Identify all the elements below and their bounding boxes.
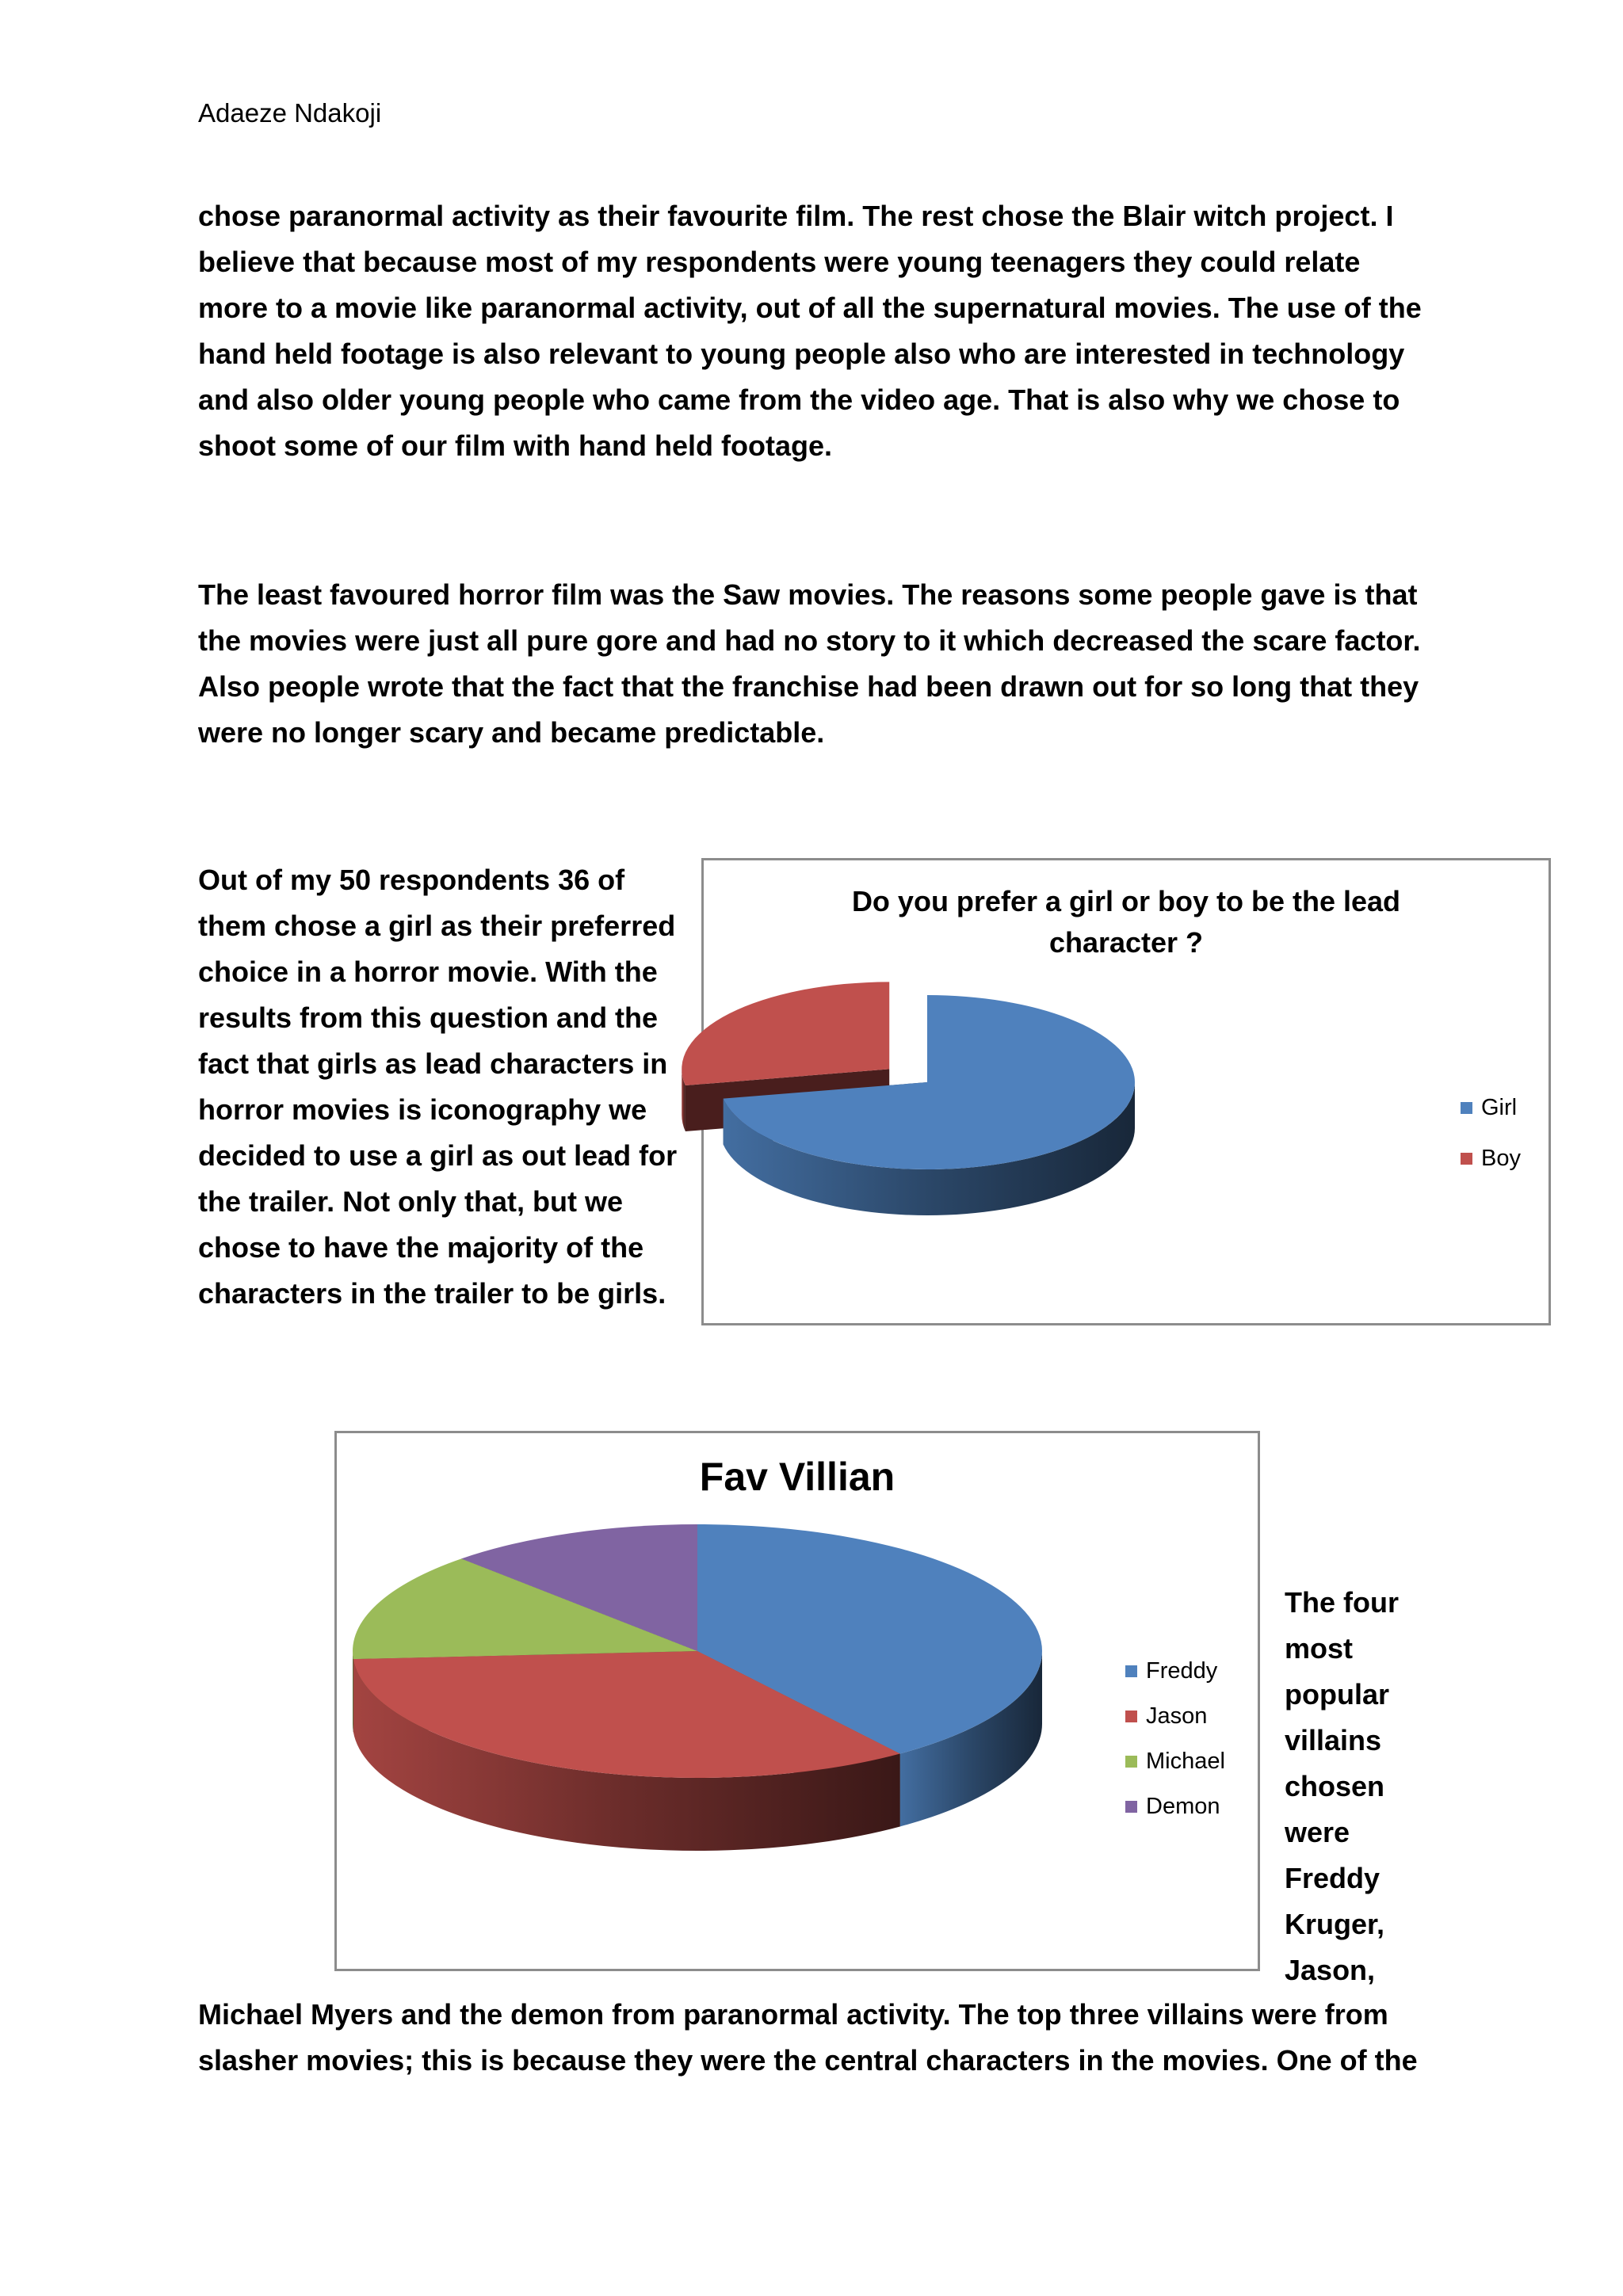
paragraph-least-favoured: The least favoured horror film was the Saw movies. The reasons some people gave is that the movies were just all pure gore and had no story to it which decreased the scare factor. Also people wrote that the fact that the franchise had been drawn out for so long that they were no longer scary and became predictable. — [198, 578, 1421, 749]
paragraph-favourite-film: chose paranormal activity as their favourite film. The rest chose the Blair witch project. I believe that because most of my respondents were young teenagers they could relate more to a movie like paranormal activity, out of all the supernatural movies. The use of the hand held footage is also relevant to young people also who are interested in technology and also older young people who came from the video age. That is also why we chose to shoot some of our film with hand held footage. — [198, 200, 1422, 462]
author-header: Adaeze Ndakoji — [198, 98, 382, 128]
legend-item-freddy — [1125, 1649, 1225, 1694]
lead-character-pie — [704, 860, 1553, 1328]
legend-swatch-michael — [1125, 1756, 1137, 1768]
chart-title: Fav Villian — [699, 1455, 896, 1499]
legend-label: Jason — [1146, 1703, 1208, 1729]
fav-villain-pie — [337, 1433, 1262, 1974]
legend-label: Demon — [1146, 1794, 1220, 1819]
chart-legend — [1461, 1082, 1521, 1184]
paragraph-villains-continued: Michael Myers and the demon from paranormal activity. The top three villains were from slasher movies; this is because they were the central characters in the movies. One of the — [198, 1998, 1418, 2077]
legend-label: Michael — [1146, 1749, 1225, 1774]
legend-item-michael — [1125, 1739, 1225, 1784]
legend-item-girl — [1461, 1082, 1521, 1133]
chart-legend — [1125, 1649, 1225, 1829]
legend-swatch-jason — [1125, 1711, 1137, 1722]
fav-villain-chart — [334, 1431, 1260, 1971]
legend-swatch-boy — [1461, 1153, 1472, 1165]
legend-swatch-freddy — [1125, 1665, 1137, 1677]
legend-label: Boy — [1481, 1145, 1521, 1171]
legend-swatch-girl — [1461, 1102, 1472, 1114]
legend-item-jason — [1125, 1694, 1225, 1739]
legend-swatch-demon — [1125, 1801, 1137, 1813]
pie-slice-boy — [682, 982, 889, 1085]
lead-character-chart — [701, 858, 1551, 1325]
chart-title: Do you prefer a girl or boy to be the lead character ? — [851, 885, 1401, 959]
legend-item-boy — [1461, 1133, 1521, 1184]
legend-label: Girl — [1481, 1094, 1518, 1120]
legend-item-demon — [1125, 1784, 1225, 1829]
legend-label: Freddy — [1146, 1658, 1218, 1684]
paragraph-lead-character: Out of my 50 respondents 36 of them chose a girl as their preferred choice in a horror movie. With the results from this question and the fact that girls as lead characters in horror movies is iconography we decided to use a girl as out lead for the trailer. Not only that, but we chose to have the majority of the characters in the trailer to be girls. — [198, 864, 678, 1310]
paragraph-villains-intro: The four most popular villains chosen were Freddy Kruger, Jason, — [1285, 1586, 1399, 1986]
